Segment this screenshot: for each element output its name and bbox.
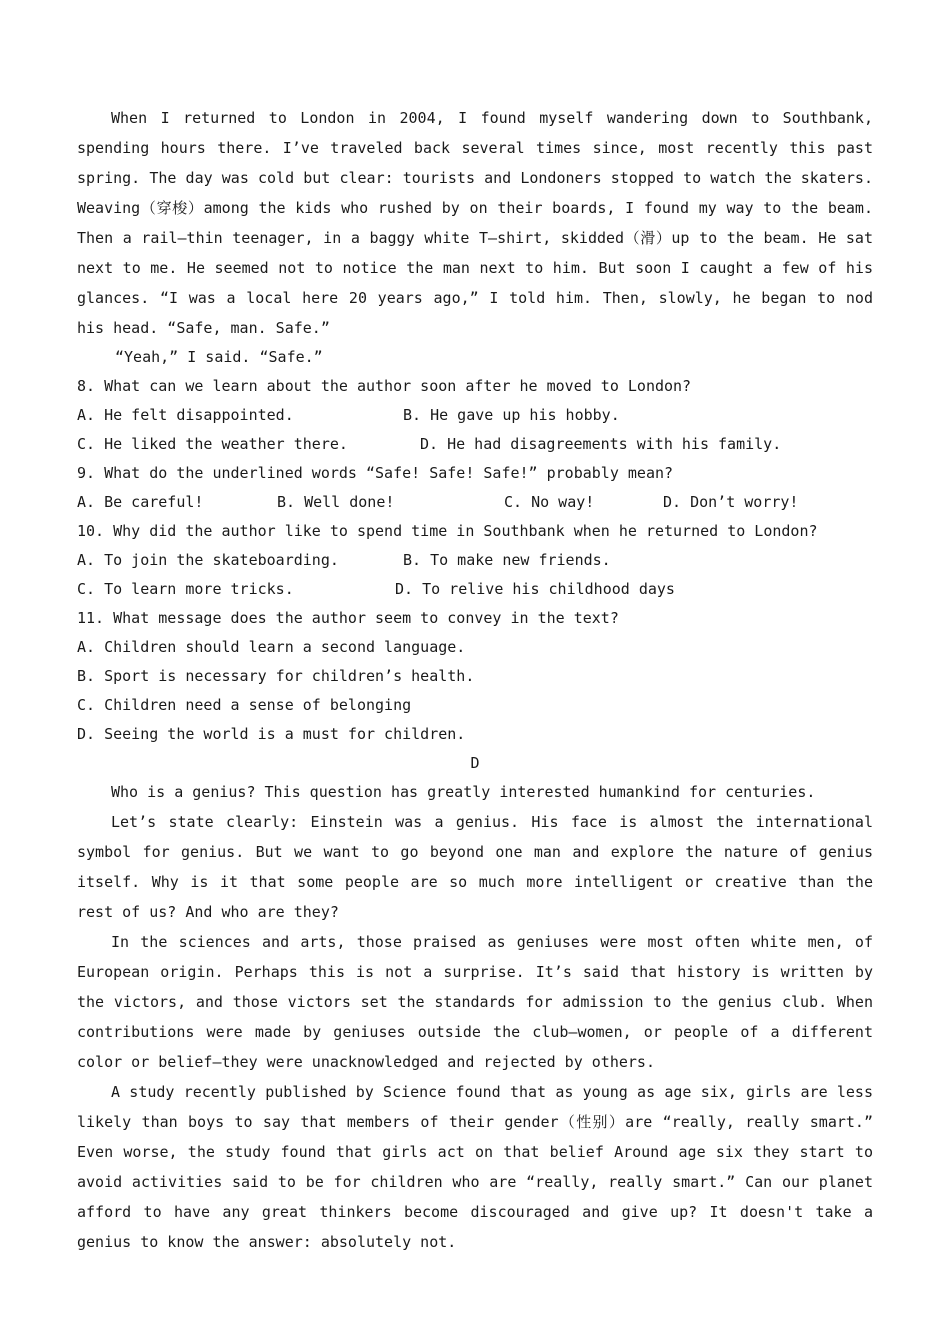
question-10-options-row-2 — [77, 575, 873, 604]
question-8-text: 8. What can we learn about the author soon after he moved to London? — [77, 377, 692, 395]
question-11-option-b[interactable]: B. Sport is necessary for children’s health. — [77, 667, 475, 685]
question-9-options-row — [77, 488, 873, 517]
question-8-option-c[interactable]: C. He liked the weather there. — [77, 435, 348, 453]
question-9-option-a[interactable]: A. Be careful! — [77, 493, 204, 511]
passage-d-paragraph-4: A study recently published by Science found that as young as age six, girls are less likely than boys to say that members of their gender（性别）are “really, really smart.” Even worse, the study found that girls act on that belief Around age six they start to avoid activities said to be for children who are “really, really smart.” Can our planet afford to have any great thinkers become discouraged and give up? It doesn't take a genius to know the answer: absolutely not. — [77, 1083, 873, 1251]
question-8-option-a[interactable]: A. He felt disappointed. — [77, 406, 294, 424]
question-8-option-d[interactable]: D. He had disagreements with his family. — [420, 435, 782, 453]
question-10-option-d[interactable]: D. To relive his childhood days — [395, 580, 675, 598]
question-11-option-c[interactable]: C. Children need a sense of belonging — [77, 696, 412, 714]
question-9-text: 9. What do the underlined words “Safe! Safe! Safe!” probably mean? — [77, 464, 674, 482]
passage-d-heading: D — [470, 754, 480, 772]
exam-page — [77, 103, 873, 1257]
question-10-option-a[interactable]: A. To join the skateboarding. — [77, 551, 339, 569]
question-10-text: 10. Why did the author like to spend time in Southbank when he returned to London? — [77, 522, 818, 540]
passage-c-closing-line: “Yeah,” I said. “Safe.” — [115, 348, 323, 366]
passage-d-paragraph-1: Who is a genius? This question has greatly interested humankind for centuries. — [111, 783, 816, 801]
question-10-option-b[interactable]: B. To make new friends. — [403, 551, 611, 569]
question-11-option-d[interactable]: D. Seeing the world is a must for children. — [77, 725, 466, 743]
passage-c-paragraph: When I returned to London in 2004, I found myself wandering down to Southbank, spending hours there. I’ve traveled back several times since, most recently this past spring. The day was cold but clear: tourists and Londoners stopped to watch the skaters. Weaving（穿梭）among the kids who rushed by on their boards, I found my way to the beam. Then a rail—thin teenager, in a baggy white T—shirt, skidded（滑）up to the beam. He sat next to me. He seemed not to notice the man next to him. But soon I caught a few of his glances. “I was a local here 20 years ago,” I told him. Then, slowly, he began to nod his head. “Safe, man. Safe.” — [77, 109, 873, 337]
passage-d-paragraph-3: In the sciences and arts, those praised as geniuses were most often white men, of European origin. Perhaps this is not a surprise. It’s said that history is written by the victors, and those victors set the standards for admission to the genius club. When contributions were made by geniuses outside the club—women, or people of a different color or belief—they were unacknowledged and rejected by others. — [77, 933, 873, 1071]
question-8-option-b[interactable]: B. He gave up his hobby. — [403, 406, 620, 424]
question-8-options-row-1 — [77, 401, 873, 430]
passage-d-paragraph-2: Let’s state clearly: Einstein was a genius. His face is almost the international symbol for genius. But we want to go beyond one man and explore the nature of genius itself. Why is it that some people are so much more intelligent or creative than the rest of us? And who are they? — [77, 813, 873, 921]
question-8-options-row-2 — [77, 430, 873, 459]
question-9-option-b[interactable]: B. Well done! — [277, 493, 395, 511]
question-9-option-c[interactable]: C. No way! — [504, 493, 595, 511]
question-10-option-c[interactable]: C. To learn more tricks. — [77, 580, 294, 598]
question-11-option-a[interactable]: A. Children should learn a second language. — [77, 638, 466, 656]
question-10-options-row-1 — [77, 546, 873, 575]
question-11-text: 11. What message does the author seem to convey in the text? — [77, 609, 619, 627]
question-9-option-d[interactable]: D. Don’t worry! — [663, 493, 799, 511]
